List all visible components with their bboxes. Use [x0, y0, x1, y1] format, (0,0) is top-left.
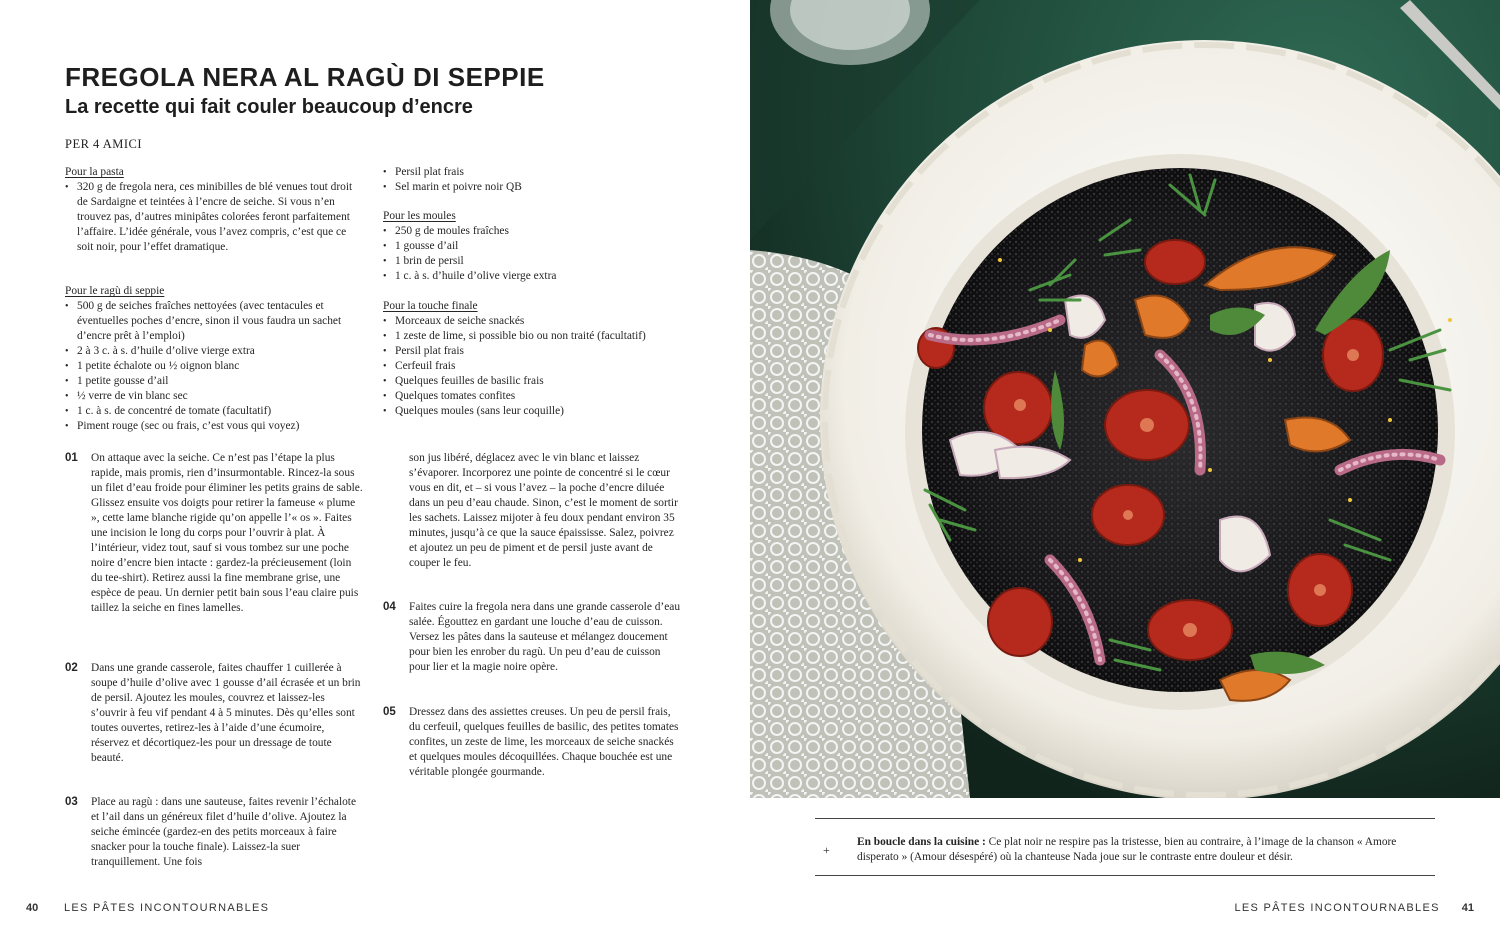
- step-03: [65, 795, 363, 870]
- step-text: Place au ragù : dans une sauteuse, faites revenir l’échalote et l’ail dans un généreux filet d’huile d’olive. Ajoutez la seiche émincée (gardez-en des petits morceaux à faire snacker pour la touche finale). Laissez-la suer tranquillement. Une fois: [91, 796, 357, 868]
- ragu-list: [65, 299, 365, 434]
- list-item: • Quelques tomates confites: [383, 389, 653, 404]
- pasta-ingredients: [65, 165, 365, 255]
- ragu-list-cont: [383, 165, 683, 195]
- list-item: • Persil plat frais: [383, 165, 683, 180]
- list-item: • Quelques moules (sans leur coquille): [383, 404, 653, 419]
- list-item: • Sel marin et poivre noir QB: [383, 180, 683, 195]
- section-title-moules: Pour les moules: [383, 210, 456, 222]
- fregola-dish-photo: [750, 0, 1500, 798]
- list-item: • 320 g de fregola nera, ces minibilles de blé venues tout droit de Sardaigne et teintées à l’encre de seiche. Si vous n’en trouvez pas, d’autres minipâtes colorées feront parfaitement l’affaire. L’idée générale, vous l’avez compris, c’est que ce soit noir, pour l’effet dramatique.: [65, 180, 365, 255]
- ragu-ingredients: [65, 284, 365, 434]
- step-02: [65, 661, 363, 766]
- list-item: • 1 zeste de lime, si possible bio ou non traité (facultatif): [383, 329, 653, 344]
- step-text: Faites cuire la fregola nera dans une grande casserole d’eau salée. Égouttez en gardant une louche d’eau de cuisson. Versez les pâtes dans la sauteuse et mélangez doucement pour bien les enrober du ragù. Un peu d’eau de cuisson pour lier et la magie noire opère.: [409, 601, 681, 673]
- list-item: • Piment rouge (sec ou frais, c’est vous qui voyez): [65, 419, 365, 434]
- step-number: 05: [383, 706, 396, 718]
- list-item: • Quelques feuilles de basilic frais: [383, 374, 653, 389]
- list-item: • 250 g de moules fraîches: [383, 224, 683, 239]
- footer-right: [1234, 902, 1474, 914]
- ragu-ingredients-cont: [383, 165, 683, 195]
- running-header: LES PÂTES INCONTOURNABLES: [64, 902, 270, 914]
- step-04: [383, 600, 681, 675]
- pasta-list: [65, 180, 365, 255]
- list-item: • Cerfeuil frais: [383, 359, 653, 374]
- list-item: • 1 petite gousse d’ail: [65, 374, 365, 389]
- list-item: • 1 c. à s. d’huile d’olive vierge extra: [383, 269, 683, 284]
- list-item: • 1 petite échalote ou ½ oignon blanc: [65, 359, 365, 374]
- finale-list: [383, 314, 653, 419]
- list-item: • 1 c. à s. de concentré de tomate (facultatif): [65, 404, 365, 419]
- section-title-pasta: Pour la pasta: [65, 166, 124, 178]
- list-item: • Persil plat frais: [383, 344, 653, 359]
- moules-list: [383, 224, 683, 284]
- section-title-ragu: Pour le ragù di seppie: [65, 285, 165, 297]
- step-text: Dans une grande casserole, faites chauffer 1 cuillerée à soupe d’huile d’olive avec 1 gousse d’ail écrasée et un brin de persil. Ajoutez les moules, couvrez et laissez-les s’ouvrir à feu vif pendant 4 à 5 minutes. Dès qu’elles sont toutes ouvertes, retirez-les à l’aide d’une écumoire, réservez et décortiquez-les pour un dressage de toute beauté.: [91, 662, 361, 764]
- step-number: 02: [65, 662, 78, 674]
- note-label: En boucle dans la cuisine :: [857, 836, 986, 848]
- section-title-finale: Pour la touche finale: [383, 300, 478, 312]
- step-text: On attaque avec la seiche. Ce n’est pas l’étape la plus rapide, mais promis, rien d’insurmontable. Rincez-la sous un filet d’eau froide pour éliminer les petits grains de sable. Glissez ensuite vos doigts pour retirer la fameuse « plume », cette lame blanche rigide qu’on appelle l’« os ». Faites une incision le long du corps pour l’ouvrir à plat. À l’intérieur, videz tout, sauf si vous tombez sur une poche noire d’encre bien intacte : gardez-la précieusement (loin du tee-shirt). Retirez aussi la fine membrane grise, une espèce de peau. Un dernier petit bain sous l’eau claire puis taillez la seiche en fines lamelles.: [91, 452, 363, 614]
- list-item: • 2 à 3 c. à s. d’huile d’olive vierge extra: [65, 344, 365, 359]
- list-item: • ½ verre de vin blanc sec: [65, 389, 365, 404]
- page-number: 41: [1461, 902, 1474, 914]
- step-text: Dressez dans des assiettes creuses. Un peu de persil frais, du cerfeuil, quelques feuilles de basilic, des petites tomates confites, un zeste de lime, les morceaux de seiche snackés et quelques moules décoquillées. Chaque bouchée est une véritable plongée gourmande.: [409, 706, 679, 778]
- recipe-subtitle: La recette qui fait couler beaucoup d’encre: [65, 96, 473, 118]
- step-text: son jus libéré, déglacez avec le vin blanc et laissez s’évaporer. Incorporez une pointe de concentré si le cœur vous en dit, et – si vous l’avez – la poche d’encre diluée dans un peu d’eau chaude. Sinon, c’est le moment de sortir les sachets. Laissez mijoter à feu doux pendant environ 35 minutes, jusqu’à ce que la sauce épaississe. Salez, poivrez et ajoutez un peu de piment et de persil juste avant de couper le feu.: [409, 452, 678, 569]
- step-01: [65, 451, 363, 616]
- step-number: 01: [65, 452, 78, 464]
- moules-ingredients: [383, 209, 683, 284]
- step-05: [383, 705, 681, 780]
- footer-left: [26, 902, 269, 914]
- step-number: 04: [383, 601, 396, 613]
- step-number: 03: [65, 796, 78, 808]
- servings: PER 4 AMICI: [65, 137, 143, 151]
- list-item: • 500 g de seiches fraîches nettoyées (avec tentacules et éventuelles poches d’encre, sinon il vous faudra un sachet d’encre prêt à l’emploi): [65, 299, 365, 344]
- finale-ingredients: [383, 299, 653, 419]
- note-box: [815, 818, 1435, 876]
- recipe-title: FREGOLA NERA AL RAGÙ DI SEPPIE: [65, 62, 545, 92]
- list-item: • 1 brin de persil: [383, 254, 683, 269]
- plus-icon: +: [823, 843, 830, 857]
- page-number: 40: [26, 902, 39, 914]
- note-text: [857, 835, 1427, 865]
- right-page: [750, 0, 1500, 942]
- note-body: Ce plat noir ne respire pas la tristesse, bien au contraire, à l’image de la chanson « Amore disperato » (Amour désespéré) où la chanteuse Nada joue sur le contraste entre douleur et désir.: [857, 836, 1397, 863]
- list-item: • Morceaux de seiche snackés: [383, 314, 653, 329]
- list-item: • 1 gousse d’ail: [383, 239, 683, 254]
- running-header: LES PÂTES INCONTOURNABLES: [1234, 902, 1440, 914]
- step-03-continued: [383, 451, 681, 571]
